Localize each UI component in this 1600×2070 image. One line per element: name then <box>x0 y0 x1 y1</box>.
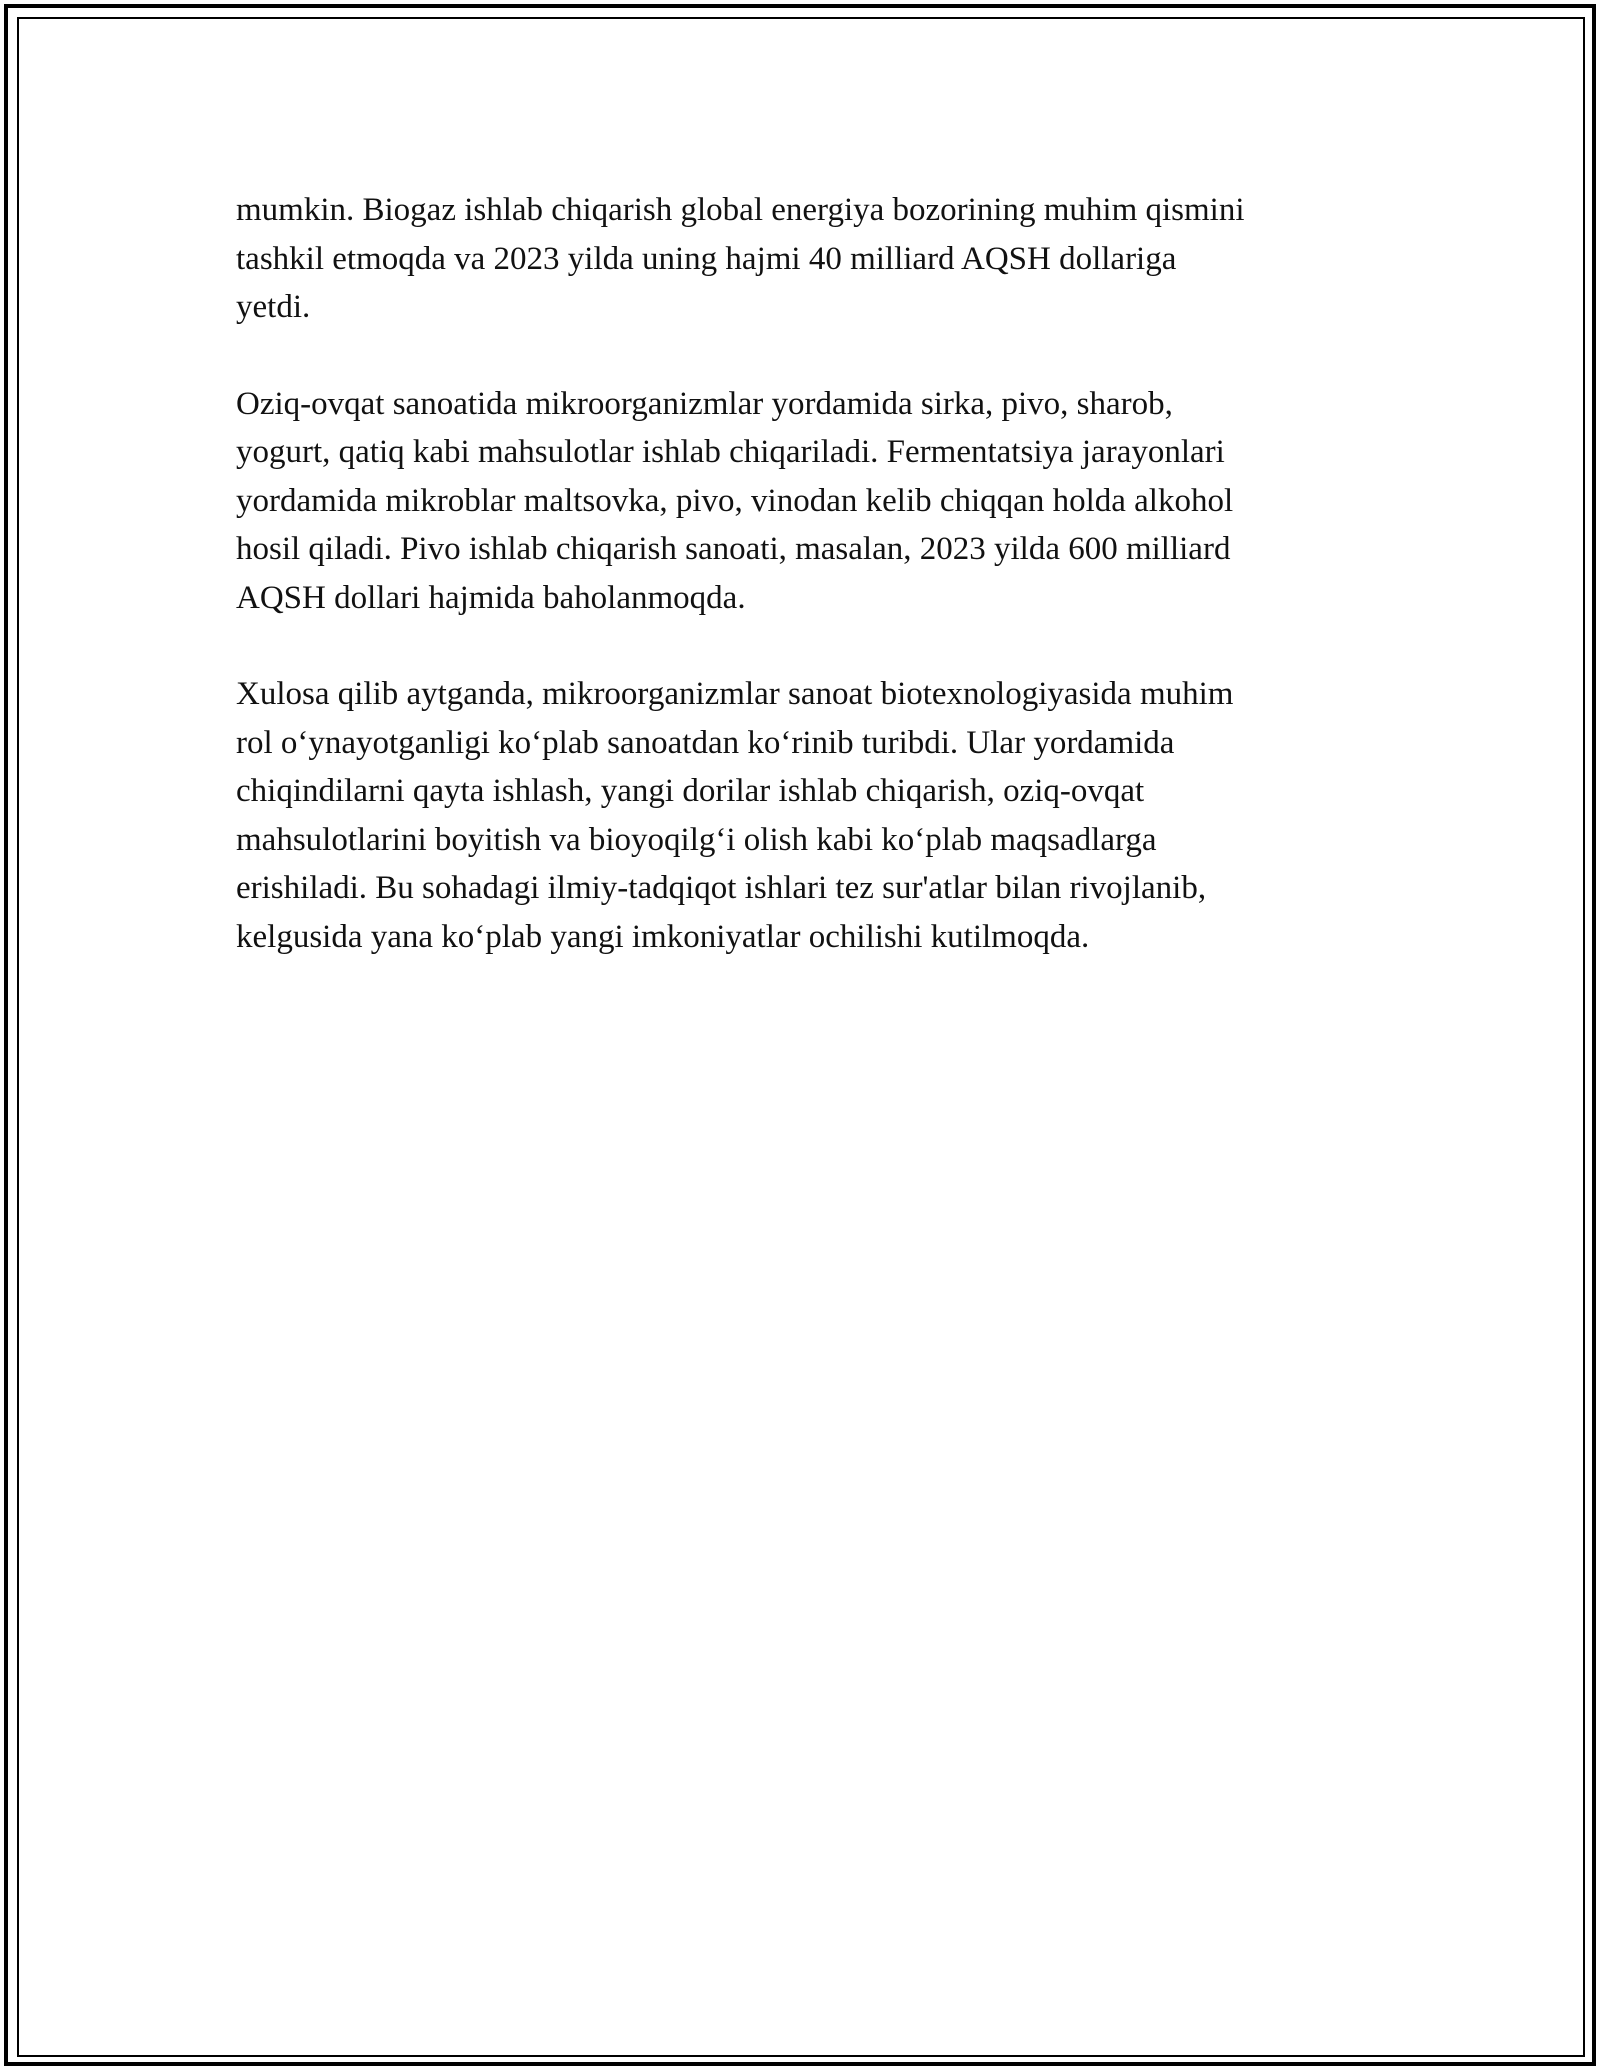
paragraph-food-industry <box>236 380 1386 623</box>
text-line: AQSH dollari hajmida baholanmoqda. <box>236 579 746 616</box>
text-line: kelgusida yana ko‘plab yangi imkoniyatlar ochilishi kutilmoqda. <box>236 918 1090 955</box>
text-line: rol o‘ynayotganligi ko‘plab sanoatdan ko‘rinib turibdi. Ular yordamida <box>236 724 1175 761</box>
paragraph-biogas <box>236 186 1386 332</box>
text-line: hosil qiladi. Pivo ishlab chiqarish sanoati, masalan, 2023 yilda 600 milliard <box>236 531 1231 567</box>
text-line: chiqindilarni qayta ishlash, yangi dorilar ishlab chiqarish, oziq-ovqat <box>236 773 1145 809</box>
text-line: Xulosa qilib aytganda, mikroorganizmlar sanoat biotexnologiyasida muhim <box>236 676 1234 712</box>
text-line: mumkin. Biogaz ishlab chiqarish global energiya bozorining muhim qismini <box>236 192 1245 228</box>
text-line: yetdi. <box>236 289 311 325</box>
document-body <box>236 186 1386 1009</box>
text-line: yordamida mikroblar maltsovka, pivo, vinodan kelib chiqqan holda alkohol <box>236 482 1234 519</box>
text-line: mahsulotlarini boyitish va bioyoqilg‘i olish kabi ko‘plab maqsadlarga <box>236 821 1157 858</box>
text-line: tashkil etmoqda va 2023 yilda uning hajmi 40 milliard AQSH dollariga <box>236 240 1177 277</box>
text-line: erishiladi. Bu sohadagi ilmiy-tadqiqot ishlari tez sur'atlar bilan rivojlanib, <box>236 870 1207 906</box>
text-line: Oziq-ovqat sanoatida mikroorganizmlar yordamida sirka, pivo, sharob, <box>236 385 1173 422</box>
paragraph-conclusion <box>236 670 1386 961</box>
text-line: yogurt, qatiq kabi mahsulotlar ishlab chiqariladi. Fermentatsiya jarayonlari <box>236 434 1225 470</box>
